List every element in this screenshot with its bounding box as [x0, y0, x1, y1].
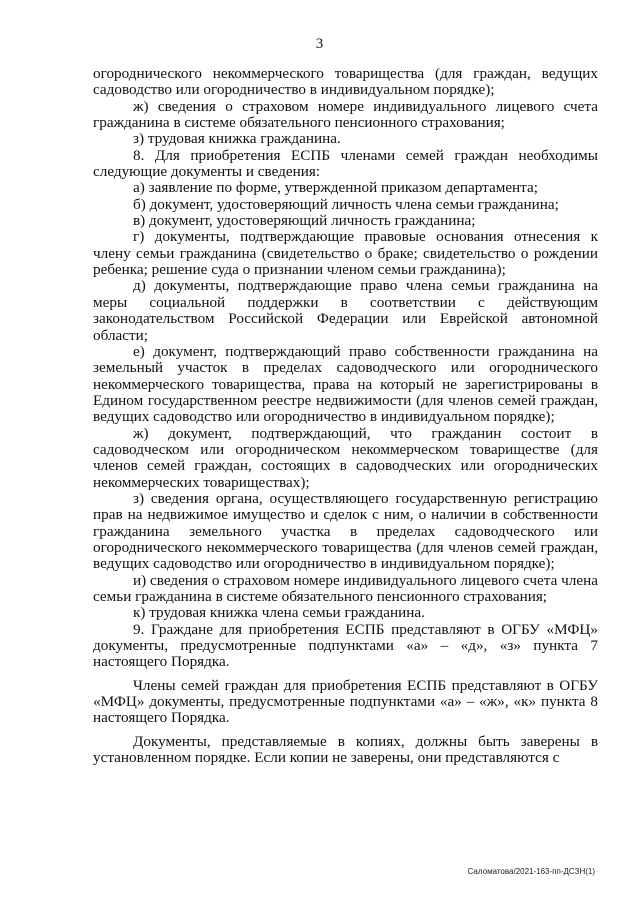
- paragraph-clause-9: 9. Граждане для приобретения ЕСПБ представляют в ОГБУ «МФЦ» документы, предусмотренные подпунктами «а» – «д», «з» пункта 7 настоящего Порядка.: [93, 620, 598, 671]
- paragraph-clause-8: 8. Для приобретения ЕСПБ членами семей граждан необходимы следующие документы и сведения:: [93, 146, 598, 181]
- footer-document-code: Саломатова/2021-163-пп-ДСЗН(1): [467, 867, 595, 876]
- paragraph-family-members: Члены семей граждан для приобретения ЕСПБ представляют в ОГБУ «МФЦ» документы, предусмотренные подпунктами «а» – «ж», «к» пункта 8 настоящего Порядка.: [93, 676, 598, 727]
- paragraph-copies: Документы, представляемые в копиях, должны быть заверены в установленном порядке. Если копии не заверены, они представляются с: [93, 732, 598, 767]
- paragraph-item-d-8: д) документы, подтверждающие право члена семьи гражданина на меры социальной поддержки в соответствии с действующим законодательством Российской Федерации или Еврейской автономной области;: [93, 277, 598, 344]
- paragraph-item-k-8: к) трудовая книжка члена семьи гражданина.: [133, 604, 425, 622]
- paragraph-item-a-8: а) заявление по форме, утвержденной приказом департамента;: [133, 179, 538, 197]
- paragraph-item-g-8: г) документы, подтверждающие правовые основания отнесения к члену семьи гражданина (свидетельство о браке; свидетельство о рождении ребенка; решение суда о признании членом семьи гражданина);: [93, 228, 598, 279]
- paragraph-item-b-8: б) документ, удостоверяющий личность члена семьи гражданина;: [133, 195, 559, 213]
- document-body: [93, 66, 598, 766]
- paragraph-item-z-8: з) сведения органа, осуществляющего государственную регистрацию прав на недвижимое имущество и сделок с ним, о наличии в собственности гражданина земельного участка в пределах садоводческого или огороднического некоммерческого товарищества (для членов семей граждан, ведущих садоводство или огородничество в индивидуальном порядке);: [93, 489, 598, 573]
- paragraph-item-zh-7: ж) сведения о страховом номере индивидуального лицевого счета гражданина в системе обязательного пенсионного страхования;: [93, 97, 598, 132]
- paragraph-item-v-8: в) документ, удостоверяющий личность гражданина;: [133, 212, 476, 230]
- paragraph-item-zh-8: ж) документ, подтверждающий, что гражданин состоит в садоводческом или огородническом некоммерческом товариществе (для членов семей граждан, состоящих в садоводческих или огороднических некоммерческих товариществах);: [93, 424, 598, 491]
- paragraph-item-i-8: и) сведения о страховом номере индивидуального лицевого счета члена семьи гражданина в системе обязательного пенсионного страхования;: [93, 571, 598, 605]
- paragraph-continuation: огороднического некоммерческого товарищества (для граждан, ведущих садоводство или огородничество в индивидуальном порядке);: [93, 65, 598, 99]
- paragraph-item-e-8: е) документ, подтверждающий право собственности гражданина на земельный участок в пределах садоводческого или огороднического некоммерческого товарищества, права на который не зарегистрированы в Едином государственном реестре недвижимости (для членов семей граждан, ведущих садоводство или огородничество в индивидуальном порядке);: [93, 342, 598, 426]
- paragraph-item-z-7: з) трудовая книжка гражданина.: [133, 130, 341, 148]
- page-number: 3: [315, 36, 324, 52]
